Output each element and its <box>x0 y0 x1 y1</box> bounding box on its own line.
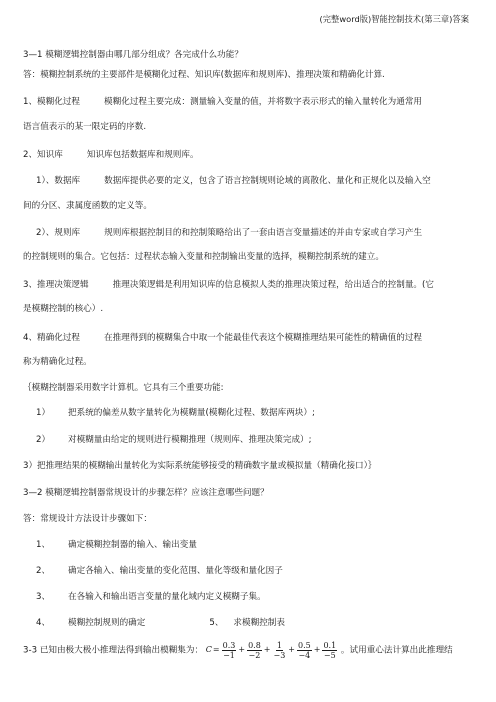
item-defuzzification-cont: 称为精确化过程。 <box>23 357 92 367</box>
term: 1）、数据库 <box>36 176 81 186</box>
design-step <box>36 592 266 603</box>
design-step <box>36 618 285 629</box>
item-fuzzification-cont: 语言值表示的某一限定码的序数. <box>23 122 147 132</box>
item-inference-cont: 是模糊控制的核心）. <box>23 304 104 314</box>
formula-plus: + <box>238 645 246 654</box>
step-text: 确定模糊控制器的输入、输出变量 <box>68 540 197 550</box>
term: 4、精确化过程 <box>23 333 81 343</box>
function-3: 3）把推理结果的模糊输出量转化为实际系统能够接受的精确数字量或模拟量（精确化接口）｝ <box>23 461 377 471</box>
function-text: 对模糊量由给定的规则进行模糊推理（规则库、推理决策完成）; <box>68 435 312 445</box>
item-database <box>36 176 431 187</box>
item-rule-base-cont: 的控制规则的集合。它包括：过程状态输入变量和控制输出变量的选择，模糊控制系统的建立。 <box>23 252 384 262</box>
step-text: 求模糊控制表 <box>233 618 285 628</box>
question-3-1: 3—1 模糊逻辑控制器由哪几部分组成？各完成什么功能？ <box>23 50 243 60</box>
item-defuzzification <box>23 333 422 344</box>
formula-plus: + <box>263 645 271 654</box>
step-num: 5、 <box>209 618 224 628</box>
desc: 推理决策逻辑是利用知识库的信息模拟人类的推理决策过程，给出适合的控制量。(它 <box>112 280 434 290</box>
formula-term: $\frac{0.8}{-2}$ <box>248 640 261 660</box>
term: 2）、规则库 <box>36 228 81 238</box>
function-text: 把系统的偏差从数字量转化为模糊量(模糊化过程、数据库两块）; <box>68 408 315 418</box>
step-text: 确定各输入、输出变量的变化范围、量化等级和量化因子 <box>68 566 283 576</box>
item-database-cont: 间的分区、隶属度函数的定义等。 <box>23 201 152 211</box>
answer-3-1: 答：模糊控制系统的主要部件是模糊化过程、知识库(数据库和规则库)、推理决策和精确化计算. <box>23 70 385 80</box>
answer-3-2: 答：常规设计方法设计步骤如下： <box>23 514 152 524</box>
desc: 模糊化过程主要完成：测量输入变量的值，并将数字表示形式的输入量转化为通常用 <box>104 97 423 107</box>
design-step <box>36 540 197 551</box>
step-num: 4、 <box>36 618 51 628</box>
term: 2、知识库 <box>23 150 63 160</box>
function-num: 1） <box>36 408 51 418</box>
note-functions: ｛模糊控制器采用数字计算机。它具有三个重要功能: <box>23 383 224 393</box>
formula-plus: + <box>288 645 295 654</box>
desc: 规则库根据控制目的和控制策略给出了一套由语言变量描述的并由专家或自学习产生 <box>104 228 423 238</box>
step-num: 1、 <box>36 540 51 550</box>
step-num: 2、 <box>36 566 51 576</box>
question-3-3-prefix: 3-3 已知由极大极小推理法得到输出模糊集为： <box>23 645 204 656</box>
function-1 <box>36 408 315 419</box>
desc: 在推理得到的模糊集合中取一个能最佳代表这个模糊推理结果可能性的精确值的过程 <box>104 333 423 343</box>
formula-plus: + <box>313 645 321 654</box>
question-3-3 <box>23 638 453 663</box>
output-fuzzy-set-formula <box>206 638 338 662</box>
formula-equals: = <box>212 645 220 654</box>
question-3-2: 3—2 模糊逻辑控制器常规设计的步骤怎样？应该注意哪些问题？ <box>23 488 269 498</box>
page-header: (完整word版)智能控制技术(第三章)答案 <box>319 14 469 24</box>
function-num: 2） <box>36 435 51 445</box>
item-fuzzification <box>23 97 422 108</box>
step-num: 3、 <box>36 592 51 602</box>
term: 3、推理决策逻辑 <box>23 280 89 290</box>
term: 1、模糊化过程 <box>23 97 81 107</box>
formula-term: $\frac{1}{-3}$ <box>273 640 286 660</box>
formula-term: $\frac{0.3}{-1}$ <box>222 640 236 660</box>
step-text: 模糊控制规则的确定 <box>68 618 146 628</box>
formula-term: $\frac{0.1}{-5}$ <box>323 640 337 660</box>
design-step <box>36 566 283 577</box>
formula-lhs: C <box>205 645 212 654</box>
step-text: 在各输入和输出语言变量的量化域内定义模糊子集。 <box>68 592 266 602</box>
item-knowledge-base <box>23 150 199 161</box>
item-inference <box>23 280 434 291</box>
formula-term: $\frac{0.5}{-4}$ <box>298 640 311 660</box>
question-3-3-suffix: 。试用重心法计算出此推理结 <box>340 645 453 656</box>
item-rule-base <box>36 228 422 239</box>
desc: 知识库包括数据库和规则库。 <box>86 150 199 160</box>
desc: 数据库提供必要的定义，包含了语言控制规则论域的离散化、量化和正规化以及输入空 <box>104 176 431 186</box>
function-2 <box>36 435 312 446</box>
